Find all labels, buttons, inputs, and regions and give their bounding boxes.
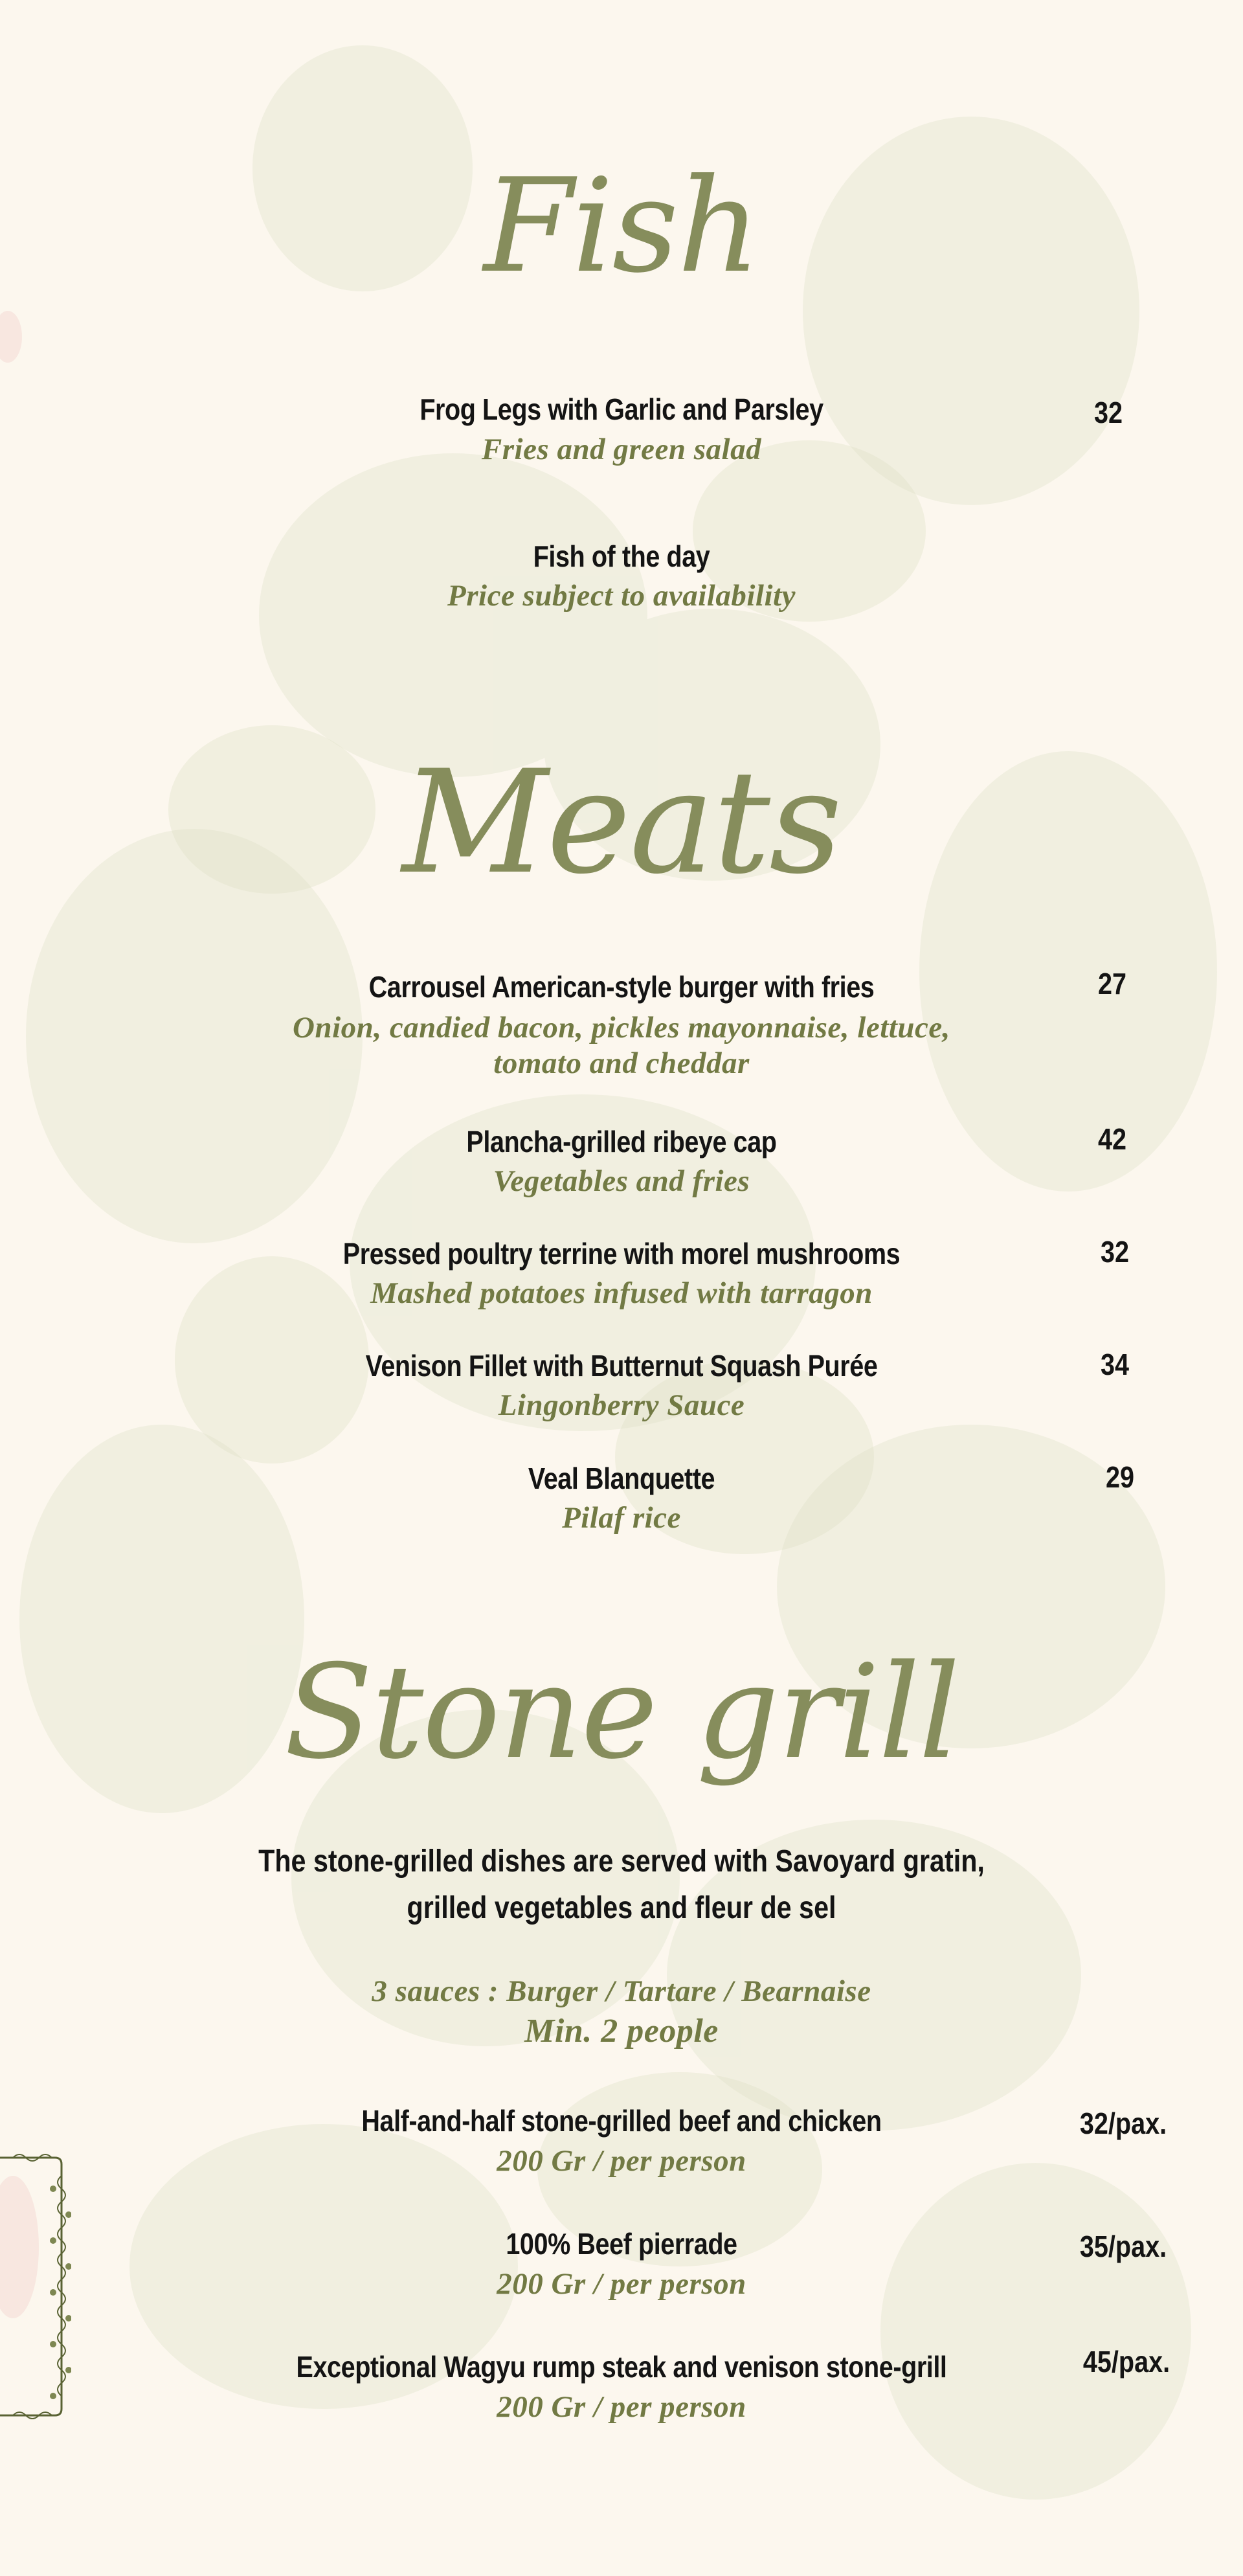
menu-item-description: Onion, candied bacon, pickles mayonnaise, lettuce,: [293, 1011, 950, 1045]
menu-item-description: Price subject to availability: [447, 579, 796, 613]
menu-item-description: Pilaf rice: [562, 1501, 681, 1535]
menu-item-name: Pressed poultry terrine with morel mushrooms: [342, 1237, 901, 1271]
menu-item-price: 29: [1105, 1460, 1134, 1494]
section-title-stone-grill: Stone grill: [284, 1637, 959, 1788]
menu-item-price: 27: [1097, 967, 1126, 1000]
menu-item-name: Frog Legs with Garlic and Parsley: [420, 392, 823, 426]
menu-item-description: 200 Gr / per person: [497, 2390, 746, 2424]
menu-item-price: 32/pax.: [1079, 2107, 1167, 2140]
menu-item-name: Carrousel American-style burger with fries: [368, 970, 875, 1004]
menu-item-price: 42: [1097, 1122, 1126, 1156]
menu-item-price: 32: [1093, 396, 1123, 429]
menu-item-price: 34: [1100, 1348, 1129, 1381]
minimum-people-note: Min. 2 people: [524, 2013, 719, 2050]
menu-item-description: Mashed potatoes infused with tarragon: [370, 1276, 873, 1310]
section-intro-line: The stone-grilled dishes are served with Savoyard gratin,: [258, 1844, 985, 1879]
menu-item-description: 200 Gr / per person: [497, 2267, 746, 2301]
menu-item-description: Lingonberry Sauce: [498, 1388, 745, 1422]
menu-item-description: 200 Gr / per person: [497, 2144, 746, 2178]
menu-item-name: Fish of the day: [533, 539, 710, 573]
menu-item-description: Fries and green salad: [481, 433, 762, 466]
menu-item-description-cont: tomato and cheddar: [493, 1046, 750, 1080]
menu-item-name: Veal Blanquette: [528, 1462, 715, 1495]
section-title-meats: Meats: [402, 740, 841, 905]
sauces-note: 3 sauces : Burger / Tartare / Bearnaise: [372, 1974, 871, 2008]
menu-item-price: 35/pax.: [1079, 2230, 1167, 2263]
menu-item-name: 100% Beef pierrade: [506, 2227, 737, 2261]
section-title-fish: Fish: [483, 151, 760, 302]
menu-item-price: 45/pax.: [1082, 2345, 1170, 2378]
menu-item-price: 32: [1100, 1235, 1129, 1269]
section-intro-line: grilled vegetables and fleur de sel: [407, 1891, 836, 1925]
menu-item-name: Exceptional Wagyu rump steak and venison stone-grill: [296, 2350, 947, 2384]
menu-item-description: Vegetables and fries: [493, 1164, 750, 1198]
menu-item-name: Plancha-grilled ribeye cap: [466, 1125, 777, 1158]
menu-item-name: Half-and-half stone-grilled beef and chicken: [361, 2104, 882, 2138]
menu-item-name: Venison Fillet with Butternut Squash Purée: [365, 1349, 878, 1383]
